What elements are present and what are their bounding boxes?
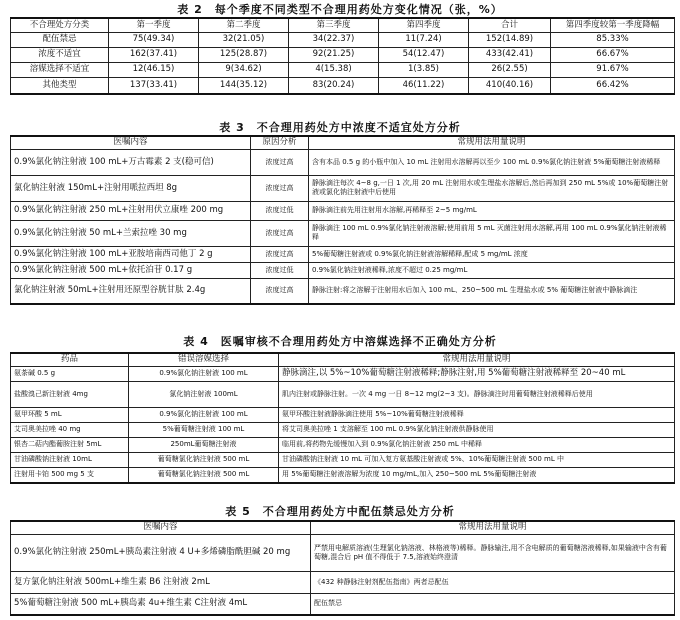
t4-drug: 盐酸溴己新注射液 4mg — [11, 381, 129, 407]
table5-caption: 表 5 不合理用药处方中配伍禁忌处方分析 — [225, 505, 455, 518]
t2-cell: 4(15.38) — [289, 62, 379, 77]
t3-usage: 0.9%氯化钠注射液稀释,浓度不超过 0.25 mg/mL — [309, 262, 675, 278]
t2-cell: 66.42% — [551, 77, 675, 94]
table2-caption: 表 2 每个季度不同类型不合理用药处方变化情况（张，%） — [177, 3, 503, 16]
table-row — [11, 201, 675, 220]
t2-header: 第四季度较第一季度降幅 — [551, 18, 675, 32]
t2-cell: 32(21.05) — [199, 32, 289, 47]
t3-order: 氯化钠注射液 50mL+注射用还原型谷胱甘肽 2.4g — [11, 278, 251, 304]
table-row — [11, 593, 675, 615]
t3-usage: 静脉滴注前先用注射用水溶解,再稀释至 2~5 mg/mL — [309, 201, 675, 220]
table-row — [11, 366, 675, 381]
table-row — [11, 571, 675, 593]
t4-drug: 银杏二萜内酯葡胺注射 5mL — [11, 437, 129, 452]
t2-cell: 12(46.15) — [109, 62, 199, 77]
t5-usage: 配伍禁忌 — [311, 593, 675, 615]
t3-reason: 浓度过高 — [251, 220, 309, 246]
t2-cell: 91.67% — [551, 62, 675, 77]
t4-drug: 甘油磷酸钠注射液 10mL — [11, 452, 129, 467]
t4-drug: 氨甲环酸 5 mL — [11, 407, 129, 422]
table5 — [10, 520, 675, 616]
t5-header: 常规用法用量说明 — [311, 521, 675, 534]
t3-order: 氯化钠注射液 150mL+注射用哌拉西坦 8g — [11, 175, 251, 201]
t3-order: 0.9%氯化钠注射液 250 mL+注射用伏立康唑 200 mg — [11, 201, 251, 220]
t5-order: 复方氯化钠注射液 500mL+维生素 B6 注射液 2mL — [11, 571, 311, 593]
t4-solvent: 葡萄糖氯化钠注射液 500 mL — [129, 452, 279, 467]
t2-header: 第一季度 — [109, 18, 199, 32]
t2-cell: 溶媒选择不适宜 — [11, 62, 109, 77]
t4-header: 药品 — [11, 353, 129, 366]
table4-caption: 表 4 医嘱审核不合理用药处方中溶媒选择不正确处方分析 — [183, 335, 497, 348]
t2-cell: 75(49.34) — [109, 32, 199, 47]
t2-cell: 34(22.37) — [289, 32, 379, 47]
t3-reason: 浓度过高 — [251, 278, 309, 304]
table-row — [11, 534, 675, 571]
t4-usage: 用 5%葡萄糖注射液溶解为浓度 10 mg/mL,加入 250~500 mL 5%葡萄糖注射液 — [279, 467, 675, 483]
t2-cell: 1(3.85) — [379, 62, 469, 77]
table-row — [11, 381, 675, 407]
t3-reason: 浓度过低 — [251, 201, 309, 220]
t3-usage: 静脉滴注每次 4~8 g,一日 1 次,用 20 mL 注射用水或生理盐水溶解后,然后再加到 250 mL 5%或 10%葡萄糖注射液或氯化钠注射液中后使用 — [309, 175, 675, 201]
t3-header: 常规用法用量说明 — [309, 136, 675, 149]
t2-cell: 配伍禁忌 — [11, 32, 109, 47]
t2-cell: 浓度不适宜 — [11, 47, 109, 62]
t3-usage: 含有本品 0.5 g 的小瓶中加入 10 mL 注射用水溶解再以至少 100 mL 0.9%氯化钠注射液 5%葡萄糖注射液稀释 — [309, 149, 675, 175]
t2-header: 合计 — [469, 18, 551, 32]
t4-usage: 临用前,将药物先缓慢加入到 0.9%氯化钠注射液 250 mL 中稀释 — [279, 437, 675, 452]
t5-usage: 严禁用电解质溶液(生理氯化钠溶液、林格液等)稀释。静脉输注,用不含电解质的葡萄糖溶液稀释,如果输液中含有葡萄糖,混合后 pH 值不得低于 7.5,溶液始终澄清 — [311, 534, 675, 571]
table-row — [11, 437, 675, 452]
t2-cell: 162(37.41) — [109, 47, 199, 62]
t2-header: 不合理处方分类 — [11, 18, 109, 32]
t2-cell: 144(35.12) — [199, 77, 289, 94]
t3-order: 0.9%氯化钠注射液 500 mL+依托泊苷 0.17 g — [11, 262, 251, 278]
t4-usage: 肌内注射或静脉注射。一次 4 mg 一日 8~12 mg(2~3 支)。静脉滴注时用葡萄糖注射液稀释后使用 — [279, 381, 675, 407]
t2-cell: 85.33% — [551, 32, 675, 47]
t3-reason: 浓度过高 — [251, 246, 309, 262]
t2-cell: 其他类型 — [11, 77, 109, 94]
t4-solvent: 氯化钠注射液 100mL — [129, 381, 279, 407]
t5-header: 医嘱内容 — [11, 521, 311, 534]
t3-order: 0.9%氯化钠注射液 100 mL+亚胺培南西司他丁 2 g — [11, 246, 251, 262]
t4-solvent: 0.9%氯化钠注射液 100 mL — [129, 366, 279, 381]
table-row — [11, 422, 675, 437]
t2-cell: 137(33.41) — [109, 77, 199, 94]
t2-cell: 46(11.22) — [379, 77, 469, 94]
t3-usage: 5%葡萄糖注射液或 0.9%氯化钠注射液溶解稀释,配成 5 mg/mL 浓度 — [309, 246, 675, 262]
table3-caption: 表 3 不合理用药处方中浓度不适宜处方分析 — [219, 121, 461, 134]
t3-header: 医嘱内容 — [11, 136, 251, 149]
t3-reason: 浓度过高 — [251, 175, 309, 201]
t2-cell: 83(20.24) — [289, 77, 379, 94]
t2-header: 第三季度 — [289, 18, 379, 32]
t4-usage: 甘油磷酸钠注射液 10 mL 可加入复方氨基酸注射液或 5%、10%葡萄糖注射液 500 mL 中 — [279, 452, 675, 467]
t4-solvent: 0.9%氯化钠注射液 100 mL — [129, 407, 279, 422]
t4-usage: 将艾司奥美拉唑 1 支溶解至 100 mL 0.9%氯化钠注射液供静脉使用 — [279, 422, 675, 437]
t2-cell: 152(14.89) — [469, 32, 551, 47]
t3-order: 0.9%氯化钠注射液 50 mL+兰索拉唑 30 mg — [11, 220, 251, 246]
t2-cell: 54(12.47) — [379, 47, 469, 62]
table-row — [11, 407, 675, 422]
t4-header: 错误溶媒选择 — [129, 353, 279, 366]
t4-usage: 氨甲环酸注射液静脉滴注使用 5%~10%葡萄糖注射液稀释 — [279, 407, 675, 422]
table-row — [11, 220, 675, 246]
table-row — [11, 262, 675, 278]
t4-solvent: 5%葡萄糖注射液 100 mL — [129, 422, 279, 437]
t3-usage: 静脉注射:将之溶解于注射用水后加入 100 mL、250~500 mL 生理盐水或 5% 葡萄糖注射液中静脉滴注 — [309, 278, 675, 304]
t3-usage: 静脉滴注 100 mL 0.9%氯化钠注射液溶解;使用前用 5 mL 灭菌注射用水溶解,再用 100 mL 0.9%氯化钠注射液稀释 — [309, 220, 675, 246]
t2-cell: 11(7.24) — [379, 32, 469, 47]
table-row — [11, 278, 675, 304]
t3-reason: 浓度过低 — [251, 262, 309, 278]
table-row — [11, 175, 675, 201]
t2-header: 第四季度 — [379, 18, 469, 32]
t4-header: 常规用法用量说明 — [279, 353, 675, 366]
t3-reason: 浓度过高 — [251, 149, 309, 175]
table2 — [10, 17, 675, 95]
table3 — [10, 135, 675, 305]
t3-order: 0.9%氯化钠注射液 100 mL+万古霉素 2 支(稳可信) — [11, 149, 251, 175]
t2-cell: 66.67% — [551, 47, 675, 62]
t4-solvent: 250mL葡萄糖注射液 — [129, 437, 279, 452]
t4-solvent: 葡萄糖氯化钠注射液 500 mL — [129, 467, 279, 483]
table-row — [11, 47, 675, 62]
t5-usage: 《432 种静脉注射剂配伍指南》两者忌配伍 — [311, 571, 675, 593]
t2-cell: 26(2.55) — [469, 62, 551, 77]
t4-usage: 静脉滴注,以 5%~10%葡萄糖注射液稀释;静脉注射,用 5%葡萄糖注射液稀释至 20~40 mL — [279, 366, 675, 381]
t2-cell: 433(42.41) — [469, 47, 551, 62]
t3-header: 原因分析 — [251, 136, 309, 149]
table-row — [11, 246, 675, 262]
table-row — [11, 32, 675, 47]
t5-order: 5%葡萄糖注射液 500 mL+胰岛素 4u+维生素 C注射液 4mL — [11, 593, 311, 615]
t2-cell: 410(40.16) — [469, 77, 551, 94]
table-row — [11, 452, 675, 467]
table-row — [11, 62, 675, 77]
t5-order: 0.9%氯化钠注射液 250mL+胰岛素注射液 4 U+多烯磷脂酰胆碱 20 mg — [11, 534, 311, 571]
t2-cell: 125(28.87) — [199, 47, 289, 62]
table-row — [11, 467, 675, 483]
table4 — [10, 352, 675, 484]
t2-cell: 92(21.25) — [289, 47, 379, 62]
table-row — [11, 149, 675, 175]
t4-drug: 氨茶碱 0.5 g — [11, 366, 129, 381]
t4-drug: 艾司奥美拉唑 40 mg — [11, 422, 129, 437]
t4-drug: 注射用卡铂 500 mg 5 支 — [11, 467, 129, 483]
t2-cell: 9(34.62) — [199, 62, 289, 77]
table-row — [11, 77, 675, 94]
t2-header: 第二季度 — [199, 18, 289, 32]
